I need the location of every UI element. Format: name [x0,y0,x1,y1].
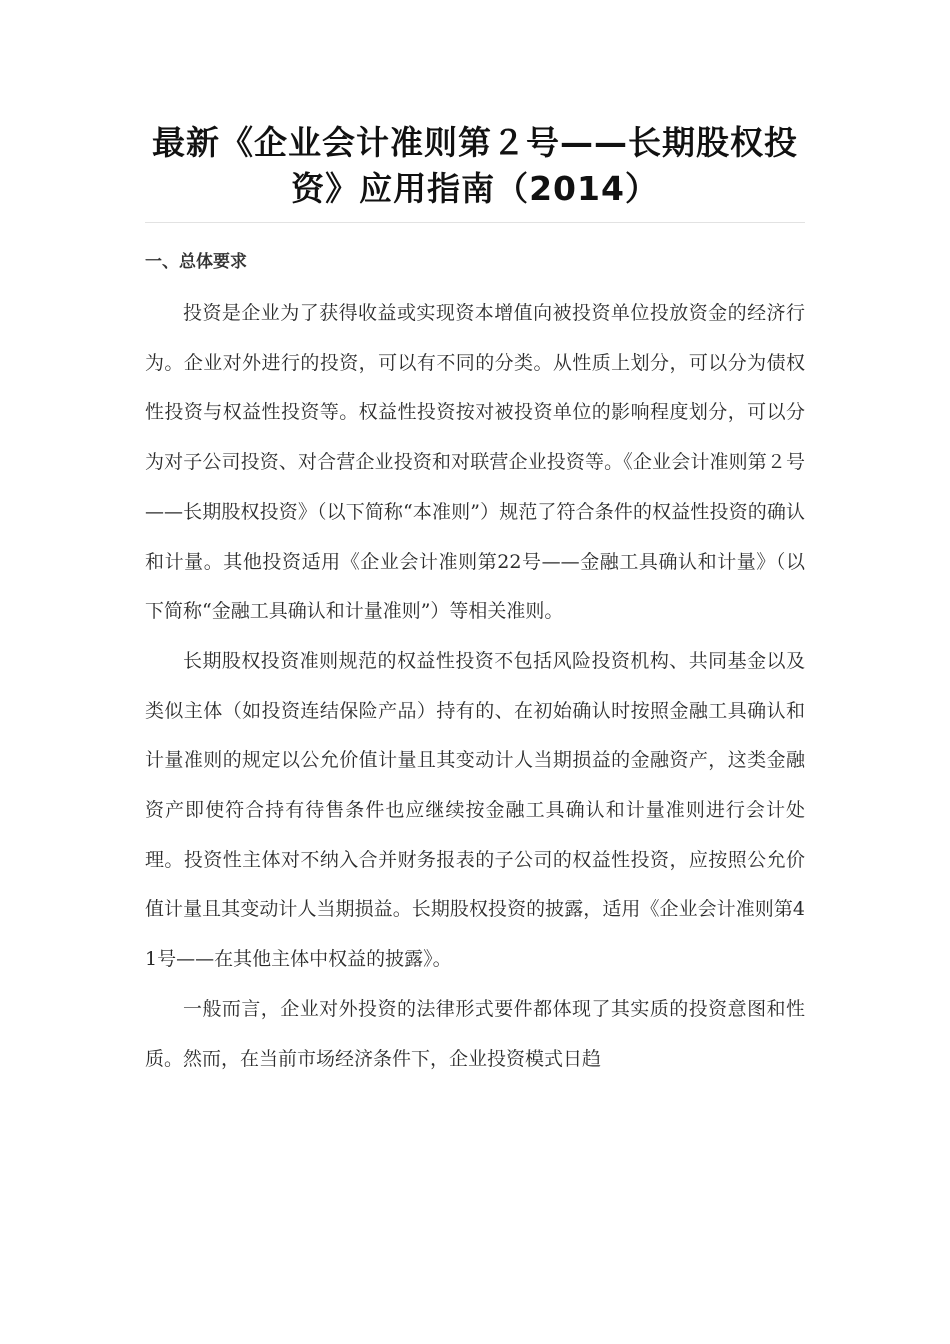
body-paragraph: 一般而言，企业对外投资的法律形式要件都体现了其实质的投资意图和性质。然而，在当前市场经济条件下，企业投资模式日趋 [145,997,805,1070]
body-paragraph: 长期股权投资准则规范的权益性投资不包括风险投资机构、共同基金以及类似主体（如投资连结保险产品）持有的、在初始确认时按照金融工具确认和计量准则的规定以公允价值计量且其变动计人当期损益的金融资产，这类金融资产即使符合持有待售条件也应继续按金融工具确认和计量准则进行会计处理。投资性主体对不纳入合并财务报表的子公司的权益性投资，应按照公允价值计量且其变动计人当期损益。长期股权投资的披露，适用《企业会计准则第41号——在其他主体中权益的披露》。 [145,649,805,971]
body-paragraph: 投资是企业为了获得收益或实现资本增值向被投资单位投放资金的经济行为。企业对外进行的投资，可以有不同的分类。从性质上划分，可以分为债权性投资与权益性投资等。权益性投资按对被投资单位的影响程度划分，可以分为对子公司投资、对合营企业投资和对联营企业投资等。《企业会计准则第２号——长期股权投资》（以下简称“本准则”）规范了符合条件的权益性投资的确认和计量。其他投资适用《企业会计准则第22号——金融工具确认和计量》（以下简称“金融工具确认和计量准则”）等相关准则。 [145,302,805,623]
title-divider [145,222,805,223]
document-title: 最新《企业会计准则第２号——长期股权投资》应用指南（2014） [152,123,798,208]
section-heading: 一、总体要求 [145,252,247,272]
document-page [145,120,805,1084]
